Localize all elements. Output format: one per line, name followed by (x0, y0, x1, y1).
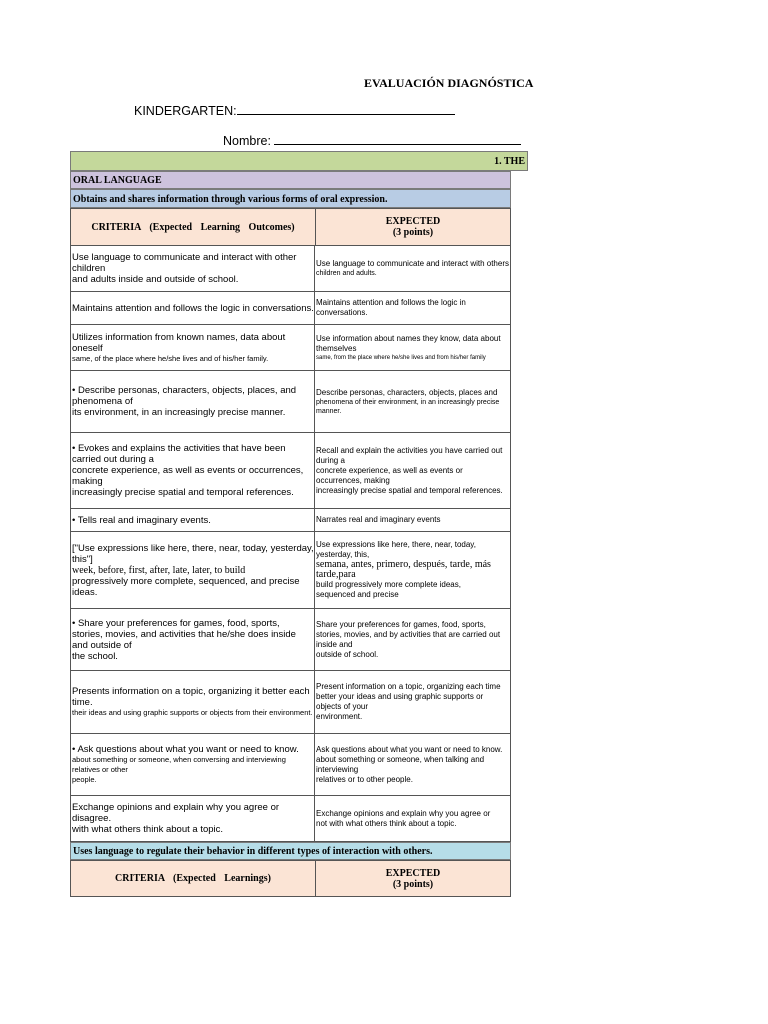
table-row (70, 671, 511, 734)
expected-cell (315, 325, 510, 370)
expected-text: sequenced and precise (316, 590, 399, 599)
aspect-title-2: Uses language to regulate their behavior in different types of interaction with others. (73, 846, 433, 857)
expected-cell (315, 796, 510, 841)
expected-cell (315, 532, 510, 608)
expected-label-2: EXPECTED (385, 867, 441, 879)
expected-text: Use language to communicate and interact with others (316, 259, 509, 268)
criteria-text: concrete experience, as well as events or occurrences, making (72, 465, 304, 487)
criteria-text: ["Use expressions like here, there, near, today, yesterday, this"] (72, 542, 314, 565)
area-title: ORAL LANGUAGE (73, 175, 162, 186)
criteria-cell (71, 246, 315, 291)
expected-cell (315, 292, 510, 324)
criteria-header: CRITERIA (Expected Learning Outcomes) (71, 209, 316, 245)
table-row (70, 325, 511, 371)
criteria-text: people. (72, 775, 97, 784)
expected-cell (315, 734, 510, 795)
name-label: Nombre: (223, 134, 275, 148)
criteria-cell (71, 532, 315, 608)
criteria-text: Exchange opinions and explain why you agree or disagree. (72, 802, 280, 824)
expected-text: Exchange opinions and explain why you agree or (316, 808, 491, 818)
criteria-cell (71, 671, 315, 733)
table-header-1 (70, 208, 511, 246)
expected-header (316, 209, 510, 245)
expected-text: semana, antes, primero, después, tarde, más tarde,para (316, 559, 491, 580)
table-row (70, 796, 511, 842)
expected-text: Maintains attention and follows the logic in conversations. (316, 298, 466, 317)
section-band (70, 151, 528, 171)
criteria-text: stories, movies, and activities that he/she does inside and outside of (72, 628, 296, 651)
points-label-2: (3 points) (392, 878, 434, 890)
expected-text: increasingly precise spatial and temporal references. (316, 485, 503, 495)
expected-text: Use expressions like here, there, near, today, yesterday, this, (316, 540, 476, 559)
table-row (70, 246, 511, 292)
points-label: (3 points) (392, 227, 434, 238)
table-row (70, 532, 511, 609)
criteria-text: • Evokes and explains the activities that have been carried out during a (72, 443, 286, 465)
expected-text: about something or someone, when talking and interviewing (316, 754, 485, 774)
criteria-text: Use language to communicate and interact with other children (72, 252, 297, 274)
criteria-text: same, of the place where he/she lives and of his/her family. (72, 353, 269, 363)
expected-text: children and adults. (316, 270, 377, 277)
criteria-cell (71, 325, 315, 370)
criteria-text: • Describe personas, characters, objects, places, and phenomena of (72, 385, 297, 407)
expected-label: EXPECTED (385, 216, 441, 227)
expected-text: Share your preferences for games, food, sports, (316, 619, 486, 629)
criteria-text: week, before, first, after, late, later, to build (72, 564, 246, 576)
expected-text: build progressively more complete ideas, (316, 580, 461, 589)
criteria-cell (71, 796, 315, 841)
aspect-title-1: Obtains and shares information through various forms of oral expression. (73, 194, 388, 205)
table-row (70, 292, 511, 325)
expected-text: phenomena of their environment, in an increasingly precise manner. (316, 398, 500, 415)
kindergarten-field (134, 102, 455, 118)
name-blank (274, 132, 521, 145)
expected-header-2 (316, 861, 510, 896)
expected-text: concrete experience, as well as events or occurrences, making (316, 465, 463, 485)
criteria-text: the school. (72, 650, 118, 662)
criteria-cell (71, 609, 315, 670)
expected-text: Describe personas, characters, objects, places and (316, 387, 498, 397)
name-field (223, 132, 521, 148)
table-header-2 (70, 860, 511, 897)
table-row (70, 734, 511, 796)
expected-text: Recall and explain the activities you have carried out during a (316, 445, 503, 465)
kindergarten-blank (237, 102, 455, 115)
expected-cell (315, 671, 510, 733)
criteria-cell (71, 292, 315, 324)
expected-text: Present information on a topic, organizing each time (316, 682, 501, 691)
expected-cell (315, 246, 510, 291)
document-title: EVALUACIÓN DIAGNÓSTICA (364, 76, 534, 90)
criteria-text: about something or someone, when conversing and interviewing relatives or other (72, 755, 286, 774)
table-row (70, 509, 511, 532)
expected-text: relatives or to other people. (316, 774, 413, 784)
criteria-cell (71, 509, 315, 531)
expected-text: not with what others think about a topic. (316, 818, 457, 828)
expected-text: Narrates real and imaginary events (316, 515, 441, 524)
criteria-text: with what others think about a topic. (72, 824, 224, 835)
kindergarten-label: KINDERGARTEN: (134, 104, 237, 118)
criteria-text: Maintains attention and follows the logic in conversations. (72, 302, 314, 314)
criteria-text: and adults inside and outside of school. (72, 274, 239, 285)
section-title: 1. THE (494, 156, 525, 167)
expected-cell (315, 371, 510, 432)
criteria-cell (71, 371, 315, 432)
expected-text: same, from the place where he/she lives and from his/her family (316, 354, 486, 361)
area-band (70, 171, 511, 189)
table-row (70, 433, 511, 509)
criteria-text: • Tells real and imaginary events. (72, 514, 211, 526)
criteria-cell (71, 433, 315, 508)
expected-cell (315, 609, 510, 670)
criteria-text: its environment, in an increasingly precise manner. (72, 407, 286, 418)
expected-text: Ask questions about what you want or need to know. (316, 744, 503, 754)
expected-text: stories, movies, and by activities that are carried out inside and (316, 629, 501, 649)
criteria-text: their ideas and using graphic supports or objects from their environment. (72, 708, 313, 717)
criteria-text: • Share your preferences for games, food, sports, (72, 617, 280, 629)
criteria-header-2: CRITERIA (Expected Learnings) (71, 861, 316, 896)
expected-text: Use information about names they know, data about themselves (316, 333, 501, 353)
criteria-text: Utilizes information from known names, data about oneself (72, 331, 286, 354)
criteria-text: • Ask questions about what you want or need to know. (72, 744, 299, 755)
table-row (70, 609, 511, 671)
expected-cell (315, 509, 510, 531)
criteria-text: increasingly precise spatial and temporal references. (72, 487, 294, 498)
expected-text: better your ideas and using graphic supports or objects of your (316, 692, 484, 711)
aspect-band-2 (70, 842, 511, 860)
criteria-cell (71, 734, 315, 795)
expected-text: environment. (316, 712, 363, 721)
expected-text: outside of school. (316, 649, 379, 659)
criteria-text: progressively more complete, sequenced, and precise ideas. (72, 575, 300, 598)
expected-cell (315, 433, 510, 508)
table-row (70, 371, 511, 433)
aspect-band-1 (70, 189, 511, 208)
criteria-text: Presents information on a topic, organizing it better each time. (72, 686, 310, 708)
